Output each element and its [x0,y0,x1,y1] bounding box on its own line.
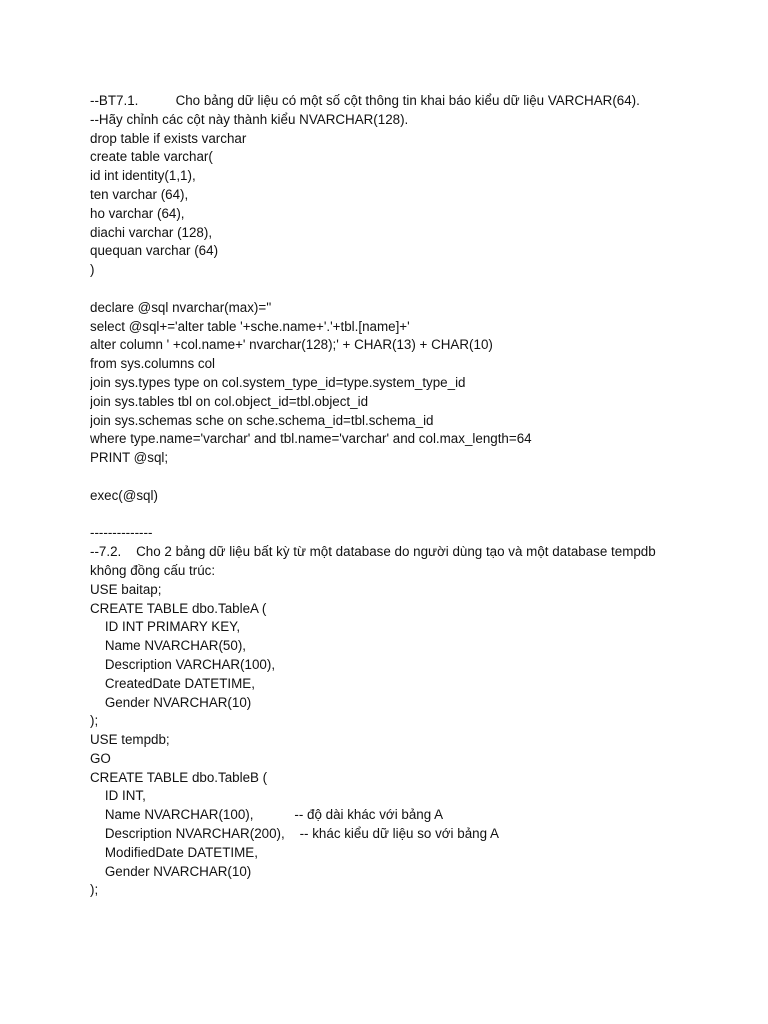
document-body [90,92,750,900]
text-line: diachi varchar (128), [90,224,213,240]
text-line: CREATE TABLE dbo.TableB ( [90,769,268,785]
text-line: --7.2. Cho 2 bảng dữ liệu bất kỳ từ một database do người dùng tạo và một database tempdb [90,544,656,560]
text-line: --Hãy chỉnh các cột này thành kiểu NVARCHAR(128). [90,111,409,127]
text-line: ten varchar (64), [90,186,189,202]
text-line: exec(@sql) [90,487,158,503]
text-line: USE baitap; [90,581,162,597]
blank-line [90,468,750,487]
text-line: declare @sql nvarchar(max)='' [90,299,272,315]
text-line: ho varchar (64), [90,205,185,221]
text-line: Name NVARCHAR(100), -- độ dài khác với bảng A [90,807,444,823]
text-line: Gender NVARCHAR(10) [90,863,252,879]
text-line: join sys.types type on col.system_type_id=type.system_type_id [90,374,466,390]
text-line: không đồng cấu trúc: [90,562,216,578]
text-line: Description NVARCHAR(200), -- khác kiểu dữ liệu so với bảng A [90,826,499,842]
blank-line [90,506,750,525]
text-line: Description VARCHAR(100), [90,656,276,672]
text-line: alter column ' +col.name+' nvarchar(128);' + CHAR(13) + CHAR(10) [90,337,493,353]
text-line: ID INT PRIMARY KEY, [90,619,241,635]
text-line: from sys.columns col [90,356,216,372]
text-line: Gender NVARCHAR(10) [90,694,252,710]
text-line: join sys.schemas sche on sche.schema_id=tbl.schema_id [90,412,434,428]
text-line: ); [90,882,99,898]
text-line: CREATE TABLE dbo.TableA ( [90,600,267,616]
text-line: ) [90,262,95,278]
text-line: where type.name='varchar' and tbl.name='varchar' and col.max_length=64 [90,431,532,447]
text-line: ); [90,713,99,729]
text-line: ID INT, [90,788,146,804]
blank-line [90,280,750,299]
text-line: USE tempdb; [90,732,170,748]
text-line: join sys.tables tbl on col.object_id=tbl.object_id [90,393,369,409]
text-line: --BT7.1. Cho bảng dữ liệu có một số cột thông tin khai báo kiểu dữ liệu VARCHAR(64). [90,93,640,108]
text-line: CreatedDate DATETIME, [90,675,255,691]
text-line: id int identity(1,1), [90,168,196,184]
text-line: -------------- [90,525,153,541]
text-line: PRINT @sql; [90,450,169,466]
text-line: create table varchar( [90,149,213,165]
text-line: drop table if exists varchar [90,130,247,146]
text-line: quequan varchar (64) [90,243,219,259]
text-line: ModifiedDate DATETIME, [90,844,258,860]
text-line: GO [90,750,111,766]
text-line: Name NVARCHAR(50), [90,638,247,654]
text-line: select @sql+='alter table '+sche.name+'.'+tbl.[name]+' [90,318,410,334]
